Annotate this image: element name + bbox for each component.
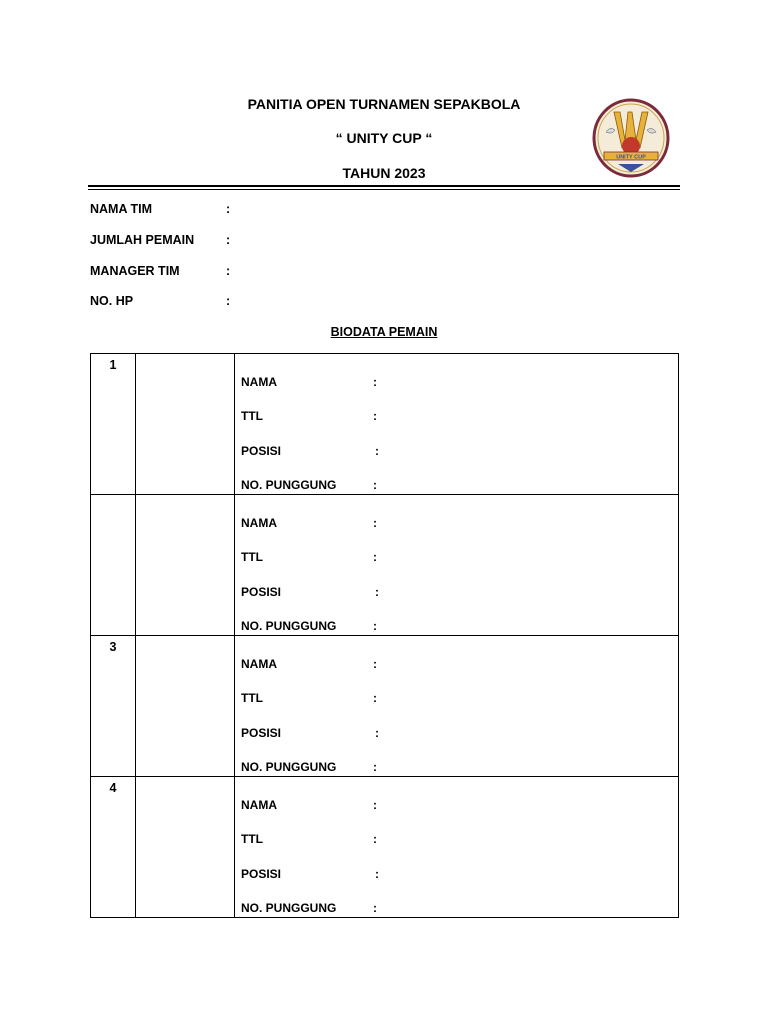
field-label: NAMA xyxy=(241,798,277,812)
field-colon: : xyxy=(373,901,377,915)
unity-cup-logo xyxy=(592,98,670,178)
field-label: NAMA xyxy=(241,657,277,671)
player-fields xyxy=(235,636,679,777)
field-colon: : xyxy=(373,619,377,633)
field-label: NO. PUNGGUNG xyxy=(241,901,337,915)
player-row xyxy=(91,636,679,777)
photo-cell xyxy=(136,495,235,636)
field-colon: : xyxy=(373,409,377,423)
field-colon: : xyxy=(375,726,379,740)
field-colon: : xyxy=(373,516,377,530)
player-fields xyxy=(235,495,679,636)
info-label: JUMLAH PEMAIN xyxy=(90,233,195,247)
field-colon: : xyxy=(375,867,379,881)
field-label: NAMA xyxy=(241,375,277,389)
player-number: 1 xyxy=(91,354,136,495)
field-colon: : xyxy=(373,657,377,671)
cup-name: “ UNITY CUP “ xyxy=(335,130,433,146)
info-colon: : xyxy=(226,294,231,308)
field-label: NO. PUNGGUNG xyxy=(241,619,337,633)
field-label: POSISI xyxy=(241,726,282,740)
field-label: POSISI xyxy=(241,585,282,599)
field-colon: : xyxy=(373,760,377,774)
header-divider-thin xyxy=(88,189,680,190)
svg-text:UNITY CUP: UNITY CUP xyxy=(616,154,646,161)
section-title xyxy=(0,325,768,339)
field-colon: : xyxy=(373,478,377,492)
info-colon: : xyxy=(226,202,231,216)
field-colon: : xyxy=(373,798,377,812)
field-label: TTL xyxy=(241,550,263,564)
field-colon: : xyxy=(373,375,377,389)
player-number: 4 xyxy=(91,777,136,918)
info-colon: : xyxy=(226,264,231,278)
info-label: MANAGER TIM xyxy=(90,264,180,278)
field-label: POSISI xyxy=(241,867,282,881)
photo-cell xyxy=(136,636,235,777)
player-fields xyxy=(235,354,679,495)
field-label: NO. PUNGGUNG xyxy=(241,478,337,492)
info-label: NO. HP xyxy=(90,294,134,308)
player-number xyxy=(91,495,136,636)
field-colon: : xyxy=(373,691,377,705)
field-colon: : xyxy=(375,444,379,458)
year-title: TAHUN 2023 xyxy=(342,165,426,181)
field-colon: : xyxy=(373,550,377,564)
player-number: 3 xyxy=(91,636,136,777)
field-label: NAMA xyxy=(241,516,277,530)
player-biodata-table xyxy=(90,353,679,918)
info-label: NAMA TIM xyxy=(90,202,153,216)
field-label: POSISI xyxy=(241,444,282,458)
header-divider-thick xyxy=(88,185,680,187)
field-label: TTL xyxy=(241,691,263,705)
player-row xyxy=(91,354,679,495)
info-colon: : xyxy=(226,233,231,247)
photo-cell xyxy=(136,777,235,918)
field-label: TTL xyxy=(241,409,263,423)
field-colon: : xyxy=(373,832,377,846)
field-label: TTL xyxy=(241,832,263,846)
field-colon: : xyxy=(375,585,379,599)
field-label: NO. PUNGGUNG xyxy=(241,760,337,774)
player-row xyxy=(91,777,679,918)
committee-title: PANITIA OPEN TURNAMEN SEPAKBOLA xyxy=(247,96,521,112)
player-fields xyxy=(235,777,679,918)
player-row xyxy=(91,495,679,636)
photo-cell xyxy=(136,354,235,495)
section-title-text: BIODATA PEMAIN xyxy=(330,325,438,339)
